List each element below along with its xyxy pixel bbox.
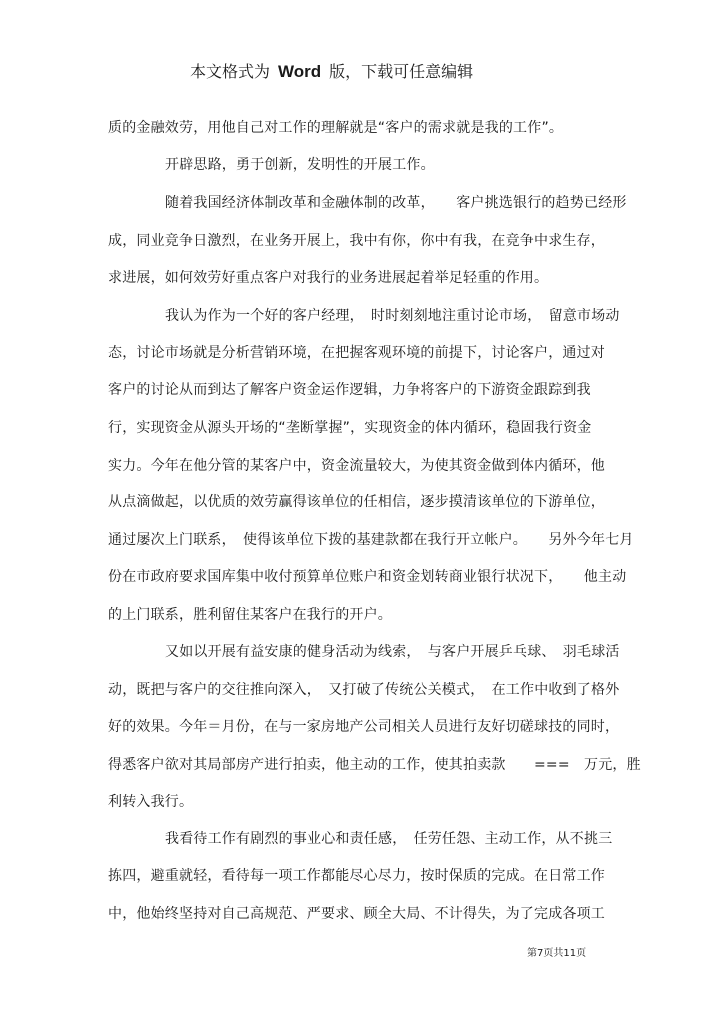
text-line: 的上门联系，胜利留住某客户在我行的开户。 [108,607,392,623]
text-line: 又如以开展有益安康的健身活动为线索， 与客户开展乒乓球、 羽毛球活 [165,644,620,660]
page-header [190,60,473,84]
text-line: 质的金融效劳，用他自己对工作的理解就是“客户的需求就是我的工作”。 [108,120,564,136]
header-suffix: 版，下载可任意编辑 [329,62,474,81]
text-line: 利转入我行。 [108,794,194,810]
text-line: 我看待工作有剧烈的事业心和责任感， 任劳任怨、主动工作，从不挑三 [165,831,613,847]
text-line: 客户的讨论从而到达了解客户资金运作逻辑，力争将客户的下游资金跟踪到我 [108,382,591,398]
text-line: 通过屡次上门联系， 使得该单位下拨的基建款都在我行开立帐户。 另外今年七月 [108,532,634,548]
text-line: 得悉客户欲对其局部房产进行拍卖，他主动的工作，使其拍卖款 === 万元，胜 [108,757,641,773]
text-line: 份在市政府要求国库集中收付预算单位账户和资金划转商业银行状况下， 他主动 [108,569,627,585]
text-line: 实力。今年在他分管的某客户中，资金流量较大，为使其资金做到体内循环，他 [108,458,605,474]
text-line: 好的效果。今年＝月份，在与一家房地产公司相关人员进行友好切磋球技的同时， [108,719,620,735]
header-word: Word [278,62,322,81]
text-line: 态，讨论市场就是分析营销环境，在把握客观环境的前提下，讨论客户，通过对 [108,345,605,361]
text-line: 从点滴做起，以优质的效劳赢得该单位的任相信，逐步摸清该单位的下游单位， [108,494,605,510]
text-line: 求进展，如何效劳好重点客户对我行的业务进展起着举足轻重的作用。 [108,270,549,286]
text-line: 拣四，避重就轻，看待每一项工作都能尽心尽力，按时保质的完成。在日常工作 [108,868,605,884]
page-number: 第7页共11页 [527,948,587,959]
text-line: 我认为作为一个好的客户经理， 时时刻刻地注重讨论市场， 留意市场动 [165,308,620,324]
text-line: 随着我国经济体制改革和金融体制的改革， 客户挑选银行的趋势已经形 [165,195,627,211]
text-line: 中，他始终坚持对自己高规范、严要求、顾全大局、不计得失，为了完成各项工 [108,906,605,922]
text-line: 动，既把与客户的交往推向深入， 又打破了传统公关模式， 在工作中收到了格外 [108,682,620,698]
text-line: 行，实现资金从源头开场的“垄断掌握”，实现资金的体内循环，稳固我行资金 [108,420,592,436]
text-line: 成，同业竞争日激烈，在业务开展上，我中有你，你中有我，在竞争中求生存， [108,233,605,249]
text-line: 开辟思路，勇于创新，发明性的开展工作。 [165,157,435,173]
header-prefix: 本文格式为 [190,62,271,81]
